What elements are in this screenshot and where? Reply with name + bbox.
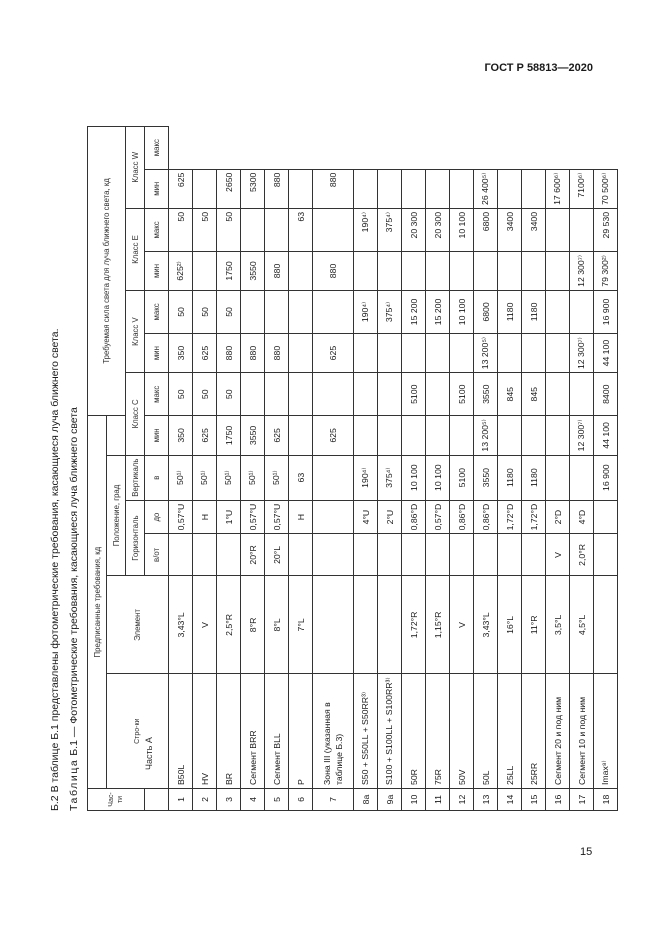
header-max: макс	[145, 126, 169, 169]
element-name-cell: 50L	[474, 674, 498, 789]
vertical-cell: H	[289, 500, 313, 534]
header-class-v: Класс V	[126, 290, 145, 372]
class-v-max-cell: 13 200⁵⁾	[474, 333, 498, 372]
class-w-max-cell	[354, 169, 378, 208]
class-w-max-cell	[193, 169, 217, 208]
class-c-min-cell: 10 100	[402, 455, 426, 500]
class-v-max-cell	[378, 333, 402, 372]
class-v-max-cell: 880	[217, 333, 241, 372]
vertical-cell	[594, 500, 618, 534]
class-c-min-cell: 63	[289, 455, 313, 500]
class-w-max-cell	[498, 169, 522, 208]
table-caption	[68, 407, 80, 811]
row-number-cell: 10	[402, 789, 426, 811]
class-e-min-cell: 50	[193, 290, 217, 333]
h-from-cell: 16°L	[498, 576, 522, 674]
row-number-cell: 7	[313, 789, 354, 811]
class-e-max-cell: 880	[265, 251, 289, 290]
class-w-max-cell: 7100⁶⁾	[570, 169, 594, 208]
class-c-min-cell: 50¹⁾	[241, 455, 265, 500]
element-name-cell: 25LL	[498, 674, 522, 789]
vertical-cell: 1,72°D	[498, 500, 522, 534]
header-row: Стро-ки	[107, 674, 169, 789]
vertical-cell: H	[193, 500, 217, 534]
class-w-min-cell: 190⁴⁾	[354, 208, 378, 251]
header-part: Час-ти	[88, 789, 145, 811]
table-row	[570, 126, 594, 810]
class-e-max-cell	[498, 251, 522, 290]
class-c-max-cell: 350	[169, 416, 193, 455]
class-c-max-cell	[522, 416, 546, 455]
class-w-min-cell: 50	[217, 208, 241, 251]
row-number-cell: 8а	[354, 789, 378, 811]
h-from-cell: 8°R	[241, 576, 265, 674]
table-row	[265, 126, 289, 810]
class-v-max-cell	[450, 333, 474, 372]
h-from-cell: 1,15°R	[426, 576, 450, 674]
class-e-min-cell	[265, 290, 289, 333]
class-w-min-cell	[241, 208, 265, 251]
class-w-min-cell	[570, 208, 594, 251]
table-body	[169, 126, 618, 810]
vertical-cell: 0,57°U	[265, 500, 289, 534]
class-e-min-cell: 190⁴⁾	[354, 290, 378, 333]
class-e-min-cell: 1180	[498, 290, 522, 333]
header-h-to: до	[145, 500, 169, 534]
header-min: мин	[145, 251, 169, 290]
class-c-min-cell: 50¹⁾	[217, 455, 241, 500]
photometric-table	[87, 126, 618, 811]
header-horizontal: Горизонталь	[126, 500, 145, 576]
class-c-max-cell	[402, 416, 426, 455]
h-to-cell: 20°L	[265, 534, 289, 576]
class-w-max-cell: 880	[265, 169, 289, 208]
h-to-cell	[426, 534, 450, 576]
class-v-max-cell	[522, 333, 546, 372]
class-c-min-cell: 10 100	[426, 455, 450, 500]
row-number-cell: 17	[570, 789, 594, 811]
h-to-cell: 20°R	[241, 534, 265, 576]
class-w-min-cell	[313, 208, 354, 251]
class-v-min-cell: 50	[217, 373, 241, 416]
class-w-min-cell: 20 300	[402, 208, 426, 251]
header-element: Элемент	[107, 576, 169, 674]
h-to-cell	[498, 534, 522, 576]
class-c-max-cell	[289, 416, 313, 455]
part-cell	[144, 737, 169, 811]
rotated-content	[49, 61, 609, 811]
h-to-cell	[217, 534, 241, 576]
element-name-cell: Сегмент BRR	[241, 674, 265, 789]
vertical-cell: 0,86°D	[450, 500, 474, 534]
row-number-cell: 15	[522, 789, 546, 811]
h-from-cell: 11°R	[522, 576, 546, 674]
class-v-min-cell	[570, 373, 594, 416]
element-name-cell: Сегмент 20 и под ним	[546, 674, 570, 789]
class-c-min-cell: 1180	[522, 455, 546, 500]
class-e-min-cell	[241, 290, 265, 333]
class-v-max-cell	[289, 333, 313, 372]
standard-code: ГОСТ Р 58813—2020	[484, 62, 593, 74]
class-e-max-cell: 880	[313, 251, 354, 290]
vertical-cell: 1°U	[217, 500, 241, 534]
class-e-max-cell	[474, 251, 498, 290]
class-v-max-cell	[546, 333, 570, 372]
element-name-cell: Сегмент 10 и под ним	[570, 674, 594, 789]
class-e-min-cell: 50	[169, 290, 193, 333]
element-name-cell: Сегмент BLL	[265, 674, 289, 789]
class-v-min-cell: 3550	[474, 373, 498, 416]
element-name-cell: HV	[193, 674, 217, 789]
class-v-max-cell: 12 300⁷⁾	[570, 333, 594, 372]
header-required: Требуемая сила света для луча ближнего света, кд	[88, 126, 126, 416]
class-v-max-cell: 880	[265, 333, 289, 372]
class-v-max-cell: 880	[241, 333, 265, 372]
class-w-min-cell: 6800	[474, 208, 498, 251]
page-number: 15	[580, 846, 593, 858]
class-w-min-cell: 3400	[498, 208, 522, 251]
h-from-cell: 1,72°R	[402, 576, 426, 674]
class-e-min-cell: 15 200	[426, 290, 450, 333]
h-to-cell	[522, 534, 546, 576]
class-w-min-cell: 50	[193, 208, 217, 251]
row-number-cell: 14	[498, 789, 522, 811]
class-w-max-cell	[378, 169, 402, 208]
class-e-max-cell	[378, 251, 402, 290]
row-number-cell: 12	[450, 789, 474, 811]
table-row	[354, 126, 378, 810]
class-w-min-cell: 20 300	[426, 208, 450, 251]
row-number-cell: 3	[217, 789, 241, 811]
h-from-cell: 8°L	[265, 576, 289, 674]
class-w-max-cell: 70 500⁶⁾	[594, 169, 618, 208]
class-w-max-cell: 880	[313, 169, 354, 208]
class-e-min-cell	[546, 290, 570, 333]
class-v-min-cell	[313, 373, 354, 416]
class-v-max-cell	[354, 333, 378, 372]
header-max: макс	[145, 290, 169, 333]
element-name-cell: Зона III (указанная в таблице Б.3)	[313, 674, 354, 789]
class-c-max-cell: 13 200⁵⁾	[474, 416, 498, 455]
vertical-cell: 4°D	[570, 500, 594, 534]
element-name-cell: S100 + S100LL + S100RR³⁾	[378, 674, 402, 789]
header-h-from: в/от	[145, 534, 169, 576]
class-c-max-cell	[546, 416, 570, 455]
caption-text: Б.1 — Фотометрические требования, касающиеся луча ближнего света	[68, 407, 80, 756]
class-w-min-cell	[546, 208, 570, 251]
class-v-max-cell: 625	[193, 333, 217, 372]
class-e-max-cell	[289, 251, 313, 290]
row-number-cell: 9а	[378, 789, 402, 811]
class-c-max-cell: 12 300⁷⁾	[570, 416, 594, 455]
vertical-cell: 2°D	[546, 500, 570, 534]
row-number-cell: 4	[241, 789, 265, 811]
part-label: Часть А	[144, 737, 154, 770]
class-w-max-cell: 625	[169, 169, 193, 208]
header-class-w: Класс W	[126, 126, 145, 208]
vertical-cell: 0,86°D	[474, 500, 498, 534]
class-c-min-cell: 50¹⁾	[265, 455, 289, 500]
class-c-max-cell	[450, 416, 474, 455]
class-c-min-cell: 3550	[474, 455, 498, 500]
h-from-cell: 4,5°L	[570, 576, 594, 674]
row-number-cell: 5	[265, 789, 289, 811]
table-row	[193, 126, 217, 810]
element-name-cell: 50V	[450, 674, 474, 789]
row-number-cell: 11	[426, 789, 450, 811]
class-v-min-cell	[378, 373, 402, 416]
vertical-cell: 1,72°D	[522, 500, 546, 534]
class-e-min-cell: 1180	[522, 290, 546, 333]
class-w-min-cell: 375⁴⁾	[378, 208, 402, 251]
class-v-min-cell: 50	[169, 373, 193, 416]
h-to-cell	[289, 534, 313, 576]
class-e-min-cell	[313, 290, 354, 333]
class-v-max-cell	[498, 333, 522, 372]
vertical-cell	[313, 500, 354, 534]
table-row	[402, 126, 426, 810]
h-from-cell: V	[450, 576, 474, 674]
class-w-min-cell: 3400	[522, 208, 546, 251]
h-from-cell	[378, 576, 402, 674]
h-to-cell: V	[546, 534, 570, 576]
header-max: макс	[145, 208, 169, 251]
class-e-max-cell: 3550	[241, 251, 265, 290]
class-c-max-cell: 625	[193, 416, 217, 455]
class-c-min-cell	[313, 455, 354, 500]
class-v-min-cell: 5100	[450, 373, 474, 416]
class-e-max-cell: 625²⁾	[169, 251, 193, 290]
h-from-cell: 2,5°R	[217, 576, 241, 674]
h-to-cell	[193, 534, 217, 576]
class-v-min-cell	[241, 373, 265, 416]
element-name-cell: 75R	[426, 674, 450, 789]
h-to-cell	[474, 534, 498, 576]
header-v-in: в	[145, 455, 169, 500]
class-w-max-cell	[522, 169, 546, 208]
h-from-cell: 7°L	[289, 576, 313, 674]
table-row	[169, 126, 193, 810]
class-e-max-cell: 1750	[217, 251, 241, 290]
class-v-max-cell: 44 100	[594, 333, 618, 372]
element-name-cell: 25RR	[522, 674, 546, 789]
h-from-cell: V	[193, 576, 217, 674]
header-class-e: Класс Е	[126, 208, 145, 290]
class-v-max-cell: 350	[169, 333, 193, 372]
class-v-max-cell: 625	[313, 333, 354, 372]
class-e-max-cell	[426, 251, 450, 290]
class-c-max-cell: 3550	[241, 416, 265, 455]
class-c-min-cell: 50¹⁾	[193, 455, 217, 500]
h-to-cell	[169, 534, 193, 576]
h-from-cell	[313, 576, 354, 674]
class-e-max-cell	[450, 251, 474, 290]
table-row	[450, 126, 474, 810]
header-vertical: Вертикаль	[126, 455, 145, 500]
row-number-cell: 18	[594, 789, 618, 811]
table-row	[594, 126, 618, 810]
header-class-c: Класс С	[126, 373, 145, 455]
h-to-cell	[354, 534, 378, 576]
vertical-cell: 0,57°D	[426, 500, 450, 534]
table-row	[241, 126, 265, 810]
class-w-max-cell: 2650	[217, 169, 241, 208]
h-from-cell	[354, 576, 378, 674]
class-c-max-cell: 44 100	[594, 416, 618, 455]
class-v-min-cell	[354, 373, 378, 416]
element-name-cell: Imax⁸⁾	[594, 674, 618, 789]
class-w-max-cell	[426, 169, 450, 208]
h-from-cell: 3,43°L	[474, 576, 498, 674]
row-number-cell: 13	[474, 789, 498, 811]
class-v-max-cell	[426, 333, 450, 372]
intro-text: Б.2 В таблице Б.1 представлены фотометрические требования, касающиеся луча ближнего света.	[49, 328, 61, 811]
class-c-min-cell: 1180	[498, 455, 522, 500]
element-name-cell: P	[289, 674, 313, 789]
class-e-max-cell	[522, 251, 546, 290]
vertical-cell: 2°U	[378, 500, 402, 534]
class-e-max-cell	[354, 251, 378, 290]
h-from-cell: 3,43°L	[169, 576, 193, 674]
header-min: мин	[145, 333, 169, 372]
h-to-cell	[594, 534, 618, 576]
class-c-max-cell	[498, 416, 522, 455]
class-c-max-cell	[426, 416, 450, 455]
h-from-cell: 3,5°L	[546, 576, 570, 674]
h-from-cell	[594, 576, 618, 674]
class-e-min-cell: 15 200	[402, 290, 426, 333]
class-e-min-cell: 50	[217, 290, 241, 333]
class-e-max-cell	[546, 251, 570, 290]
class-w-max-cell: 26 400⁵⁾	[474, 169, 498, 208]
table-row	[217, 126, 241, 810]
class-v-min-cell: 845	[522, 373, 546, 416]
class-e-max-cell: 79 300²⁾	[594, 251, 618, 290]
class-w-min-cell	[265, 208, 289, 251]
class-c-max-cell: 625	[313, 416, 354, 455]
vertical-cell: 0,57°U	[241, 500, 265, 534]
class-c-min-cell: 375⁴⁾	[378, 455, 402, 500]
header-max: макс	[145, 373, 169, 416]
table-row	[426, 126, 450, 810]
class-e-min-cell	[289, 290, 313, 333]
header-position: Положение, град	[107, 455, 126, 576]
class-c-min-cell: 190⁴⁾	[354, 455, 378, 500]
class-e-min-cell: 375⁴⁾	[378, 290, 402, 333]
row-number-cell: 1	[169, 789, 193, 811]
header-prescribed: Предписанные требования, кд	[88, 416, 107, 789]
class-e-min-cell: 16 900	[594, 290, 618, 333]
class-e-min-cell: 6800	[474, 290, 498, 333]
table-row	[289, 126, 313, 810]
class-e-min-cell	[570, 290, 594, 333]
class-w-min-cell: 50	[169, 208, 193, 251]
class-c-min-cell: 50¹⁾	[169, 455, 193, 500]
row-number-cell: 2	[193, 789, 217, 811]
class-c-max-cell	[354, 416, 378, 455]
class-w-max-cell	[289, 169, 313, 208]
vertical-cell: 4°U	[354, 500, 378, 534]
class-v-min-cell: 5100	[402, 373, 426, 416]
class-w-max-cell: 5300	[241, 169, 265, 208]
class-e-max-cell: 12 300⁷⁾	[570, 251, 594, 290]
class-e-max-cell	[193, 251, 217, 290]
row-number-cell: 16	[546, 789, 570, 811]
class-v-min-cell	[546, 373, 570, 416]
class-e-max-cell	[402, 251, 426, 290]
caption-label: Таблица	[68, 758, 80, 811]
vertical-cell: 0,86°D	[402, 500, 426, 534]
table-row	[546, 126, 570, 810]
table-row	[313, 126, 354, 810]
h-to-cell	[313, 534, 354, 576]
class-w-max-cell: 17 600⁶⁾	[546, 169, 570, 208]
class-c-max-cell	[378, 416, 402, 455]
h-to-cell: 2,0°R	[570, 534, 594, 576]
class-w-min-cell: 10 100	[450, 208, 474, 251]
element-name-cell: S50 + S50LL + S50RR³⁾	[354, 674, 378, 789]
class-c-min-cell	[546, 455, 570, 500]
class-v-min-cell: 845	[498, 373, 522, 416]
class-w-max-cell	[450, 169, 474, 208]
table-row	[474, 126, 498, 810]
header-min: мин	[145, 169, 169, 208]
class-v-min-cell	[265, 373, 289, 416]
class-v-min-cell: 8400	[594, 373, 618, 416]
class-w-max-cell	[402, 169, 426, 208]
class-c-min-cell: 16 900	[594, 455, 618, 500]
element-name-cell: BR	[217, 674, 241, 789]
h-to-cell	[378, 534, 402, 576]
class-w-min-cell: 63	[289, 208, 313, 251]
class-v-min-cell: 50	[193, 373, 217, 416]
vertical-cell: 0,57°U	[169, 500, 193, 534]
class-c-max-cell: 1750	[217, 416, 241, 455]
table-row	[378, 126, 402, 810]
h-to-cell	[450, 534, 474, 576]
class-c-min-cell	[570, 455, 594, 500]
class-v-max-cell	[402, 333, 426, 372]
table-row	[522, 126, 546, 810]
class-v-min-cell	[426, 373, 450, 416]
class-c-max-cell: 625	[265, 416, 289, 455]
h-to-cell	[402, 534, 426, 576]
row-number-cell: 6	[289, 789, 313, 811]
element-name-cell: B50L	[169, 674, 193, 789]
class-v-min-cell	[289, 373, 313, 416]
class-w-min-cell: 29 530	[594, 208, 618, 251]
element-name-cell: 50R	[402, 674, 426, 789]
header-min: мин	[145, 416, 169, 455]
table-row	[498, 126, 522, 810]
class-e-min-cell: 10 100	[450, 290, 474, 333]
class-c-min-cell: 5100	[450, 455, 474, 500]
